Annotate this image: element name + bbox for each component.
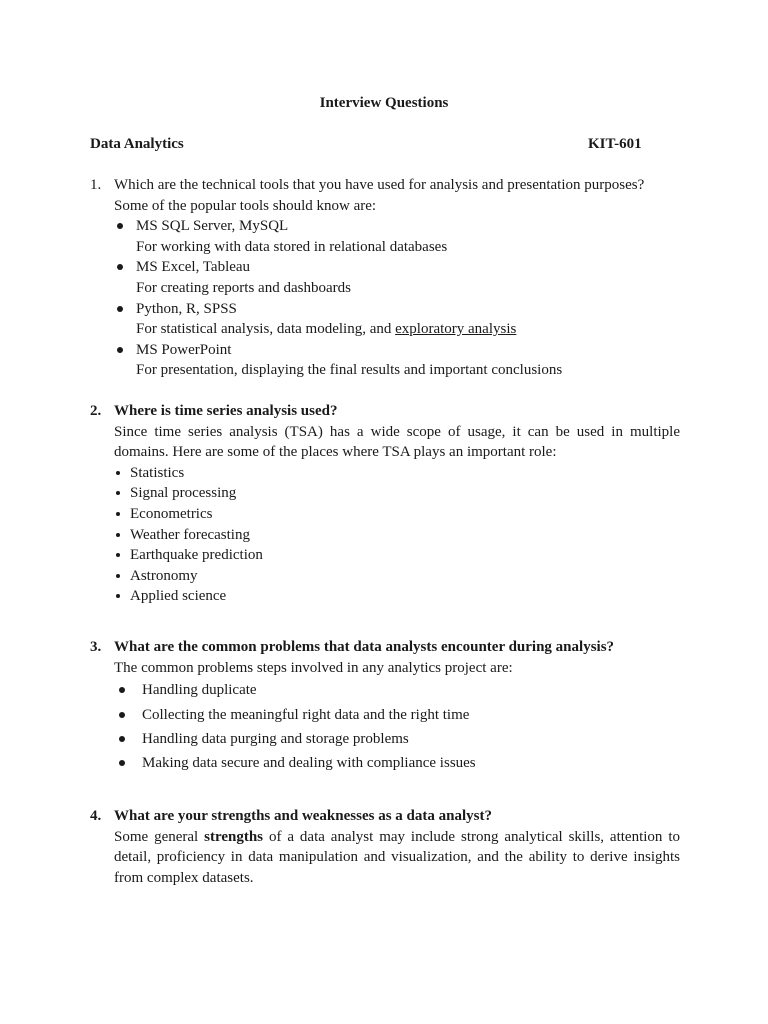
- question-4: [90, 806, 680, 888]
- subject-code: KIT-601: [588, 136, 642, 152]
- question-1: [90, 175, 680, 381]
- answer-text: The common problems steps involved in any analytics project are:: [114, 659, 513, 676]
- question-number: 2.: [90, 403, 102, 419]
- tsa-uses-list: [114, 463, 680, 607]
- answer-text: [114, 827, 680, 889]
- answer-text: Since time series analysis (TSA) has a wide scope of usage, it can be used in multiple domains. Here are some of the places where TSA plays an important role:: [114, 423, 680, 461]
- tools-list: [114, 216, 680, 381]
- question-2: [90, 401, 680, 607]
- list-item: [114, 340, 680, 381]
- exploratory-analysis-link[interactable]: exploratory analysis: [395, 321, 517, 338]
- subject-name: Data Analytics: [90, 136, 184, 152]
- list-item: Econometrics: [114, 504, 680, 525]
- tool-description-text: For statistical analysis, data modeling, and: [136, 321, 396, 338]
- list-item: Making data secure and dealing with compliance issues: [114, 751, 680, 775]
- list-item: Handling data purging and storage problems: [114, 727, 680, 751]
- question-number: 4.: [90, 808, 102, 824]
- tool-name: MS PowerPoint: [136, 341, 232, 358]
- answer-text-start: Some general: [114, 828, 205, 845]
- list-item: Earthquake prediction: [114, 545, 680, 566]
- list-item: Signal processing: [114, 483, 680, 504]
- list-item: Astronomy: [114, 566, 680, 587]
- tool-description: For working with data stored in relational databases: [136, 238, 448, 255]
- list-item: Applied science: [114, 586, 680, 607]
- tool-description: [136, 319, 680, 340]
- list-item: Collecting the meaningful right data and the right time: [114, 703, 680, 727]
- list-item: Statistics: [114, 463, 680, 484]
- list-item: [114, 299, 680, 340]
- tool-description: For creating reports and dashboards: [136, 279, 351, 296]
- tool-name: MS Excel, Tableau: [136, 259, 251, 276]
- list-item: Handling duplicate: [114, 678, 680, 702]
- answer-text-end: of a data analyst may include strong analytical skills, attention to detail, proficiency in data manipulation and visualization, and the ability to derive insights from complex datasets.: [114, 828, 680, 886]
- question-3: [90, 637, 680, 776]
- question-text: Which are the technical tools that you have used for analysis and presentation purposes?: [114, 177, 645, 193]
- tool-description: For presentation, displaying the final results and important conclusions: [136, 362, 563, 379]
- document-title: Interview Questions: [319, 95, 449, 111]
- list-item: [114, 257, 680, 298]
- problems-list: [114, 678, 680, 776]
- tool-name: MS SQL Server, MySQL: [136, 218, 289, 235]
- list-item: Weather forecasting: [114, 525, 680, 546]
- question-text: What are your strengths and weaknesses as a data analyst?: [114, 808, 492, 824]
- answer-bold-term: strengths: [204, 828, 264, 845]
- list-item: [114, 216, 680, 257]
- question-text: What are the common problems that data analysts encounter during analysis?: [114, 639, 615, 655]
- question-number: 1.: [90, 177, 102, 193]
- question-number: 3.: [90, 639, 102, 655]
- question-text: Where is time series analysis used?: [114, 403, 338, 419]
- answer-intro: Some of the popular tools should know are:: [114, 197, 377, 214]
- tool-name: Python, R, SPSS: [136, 300, 237, 317]
